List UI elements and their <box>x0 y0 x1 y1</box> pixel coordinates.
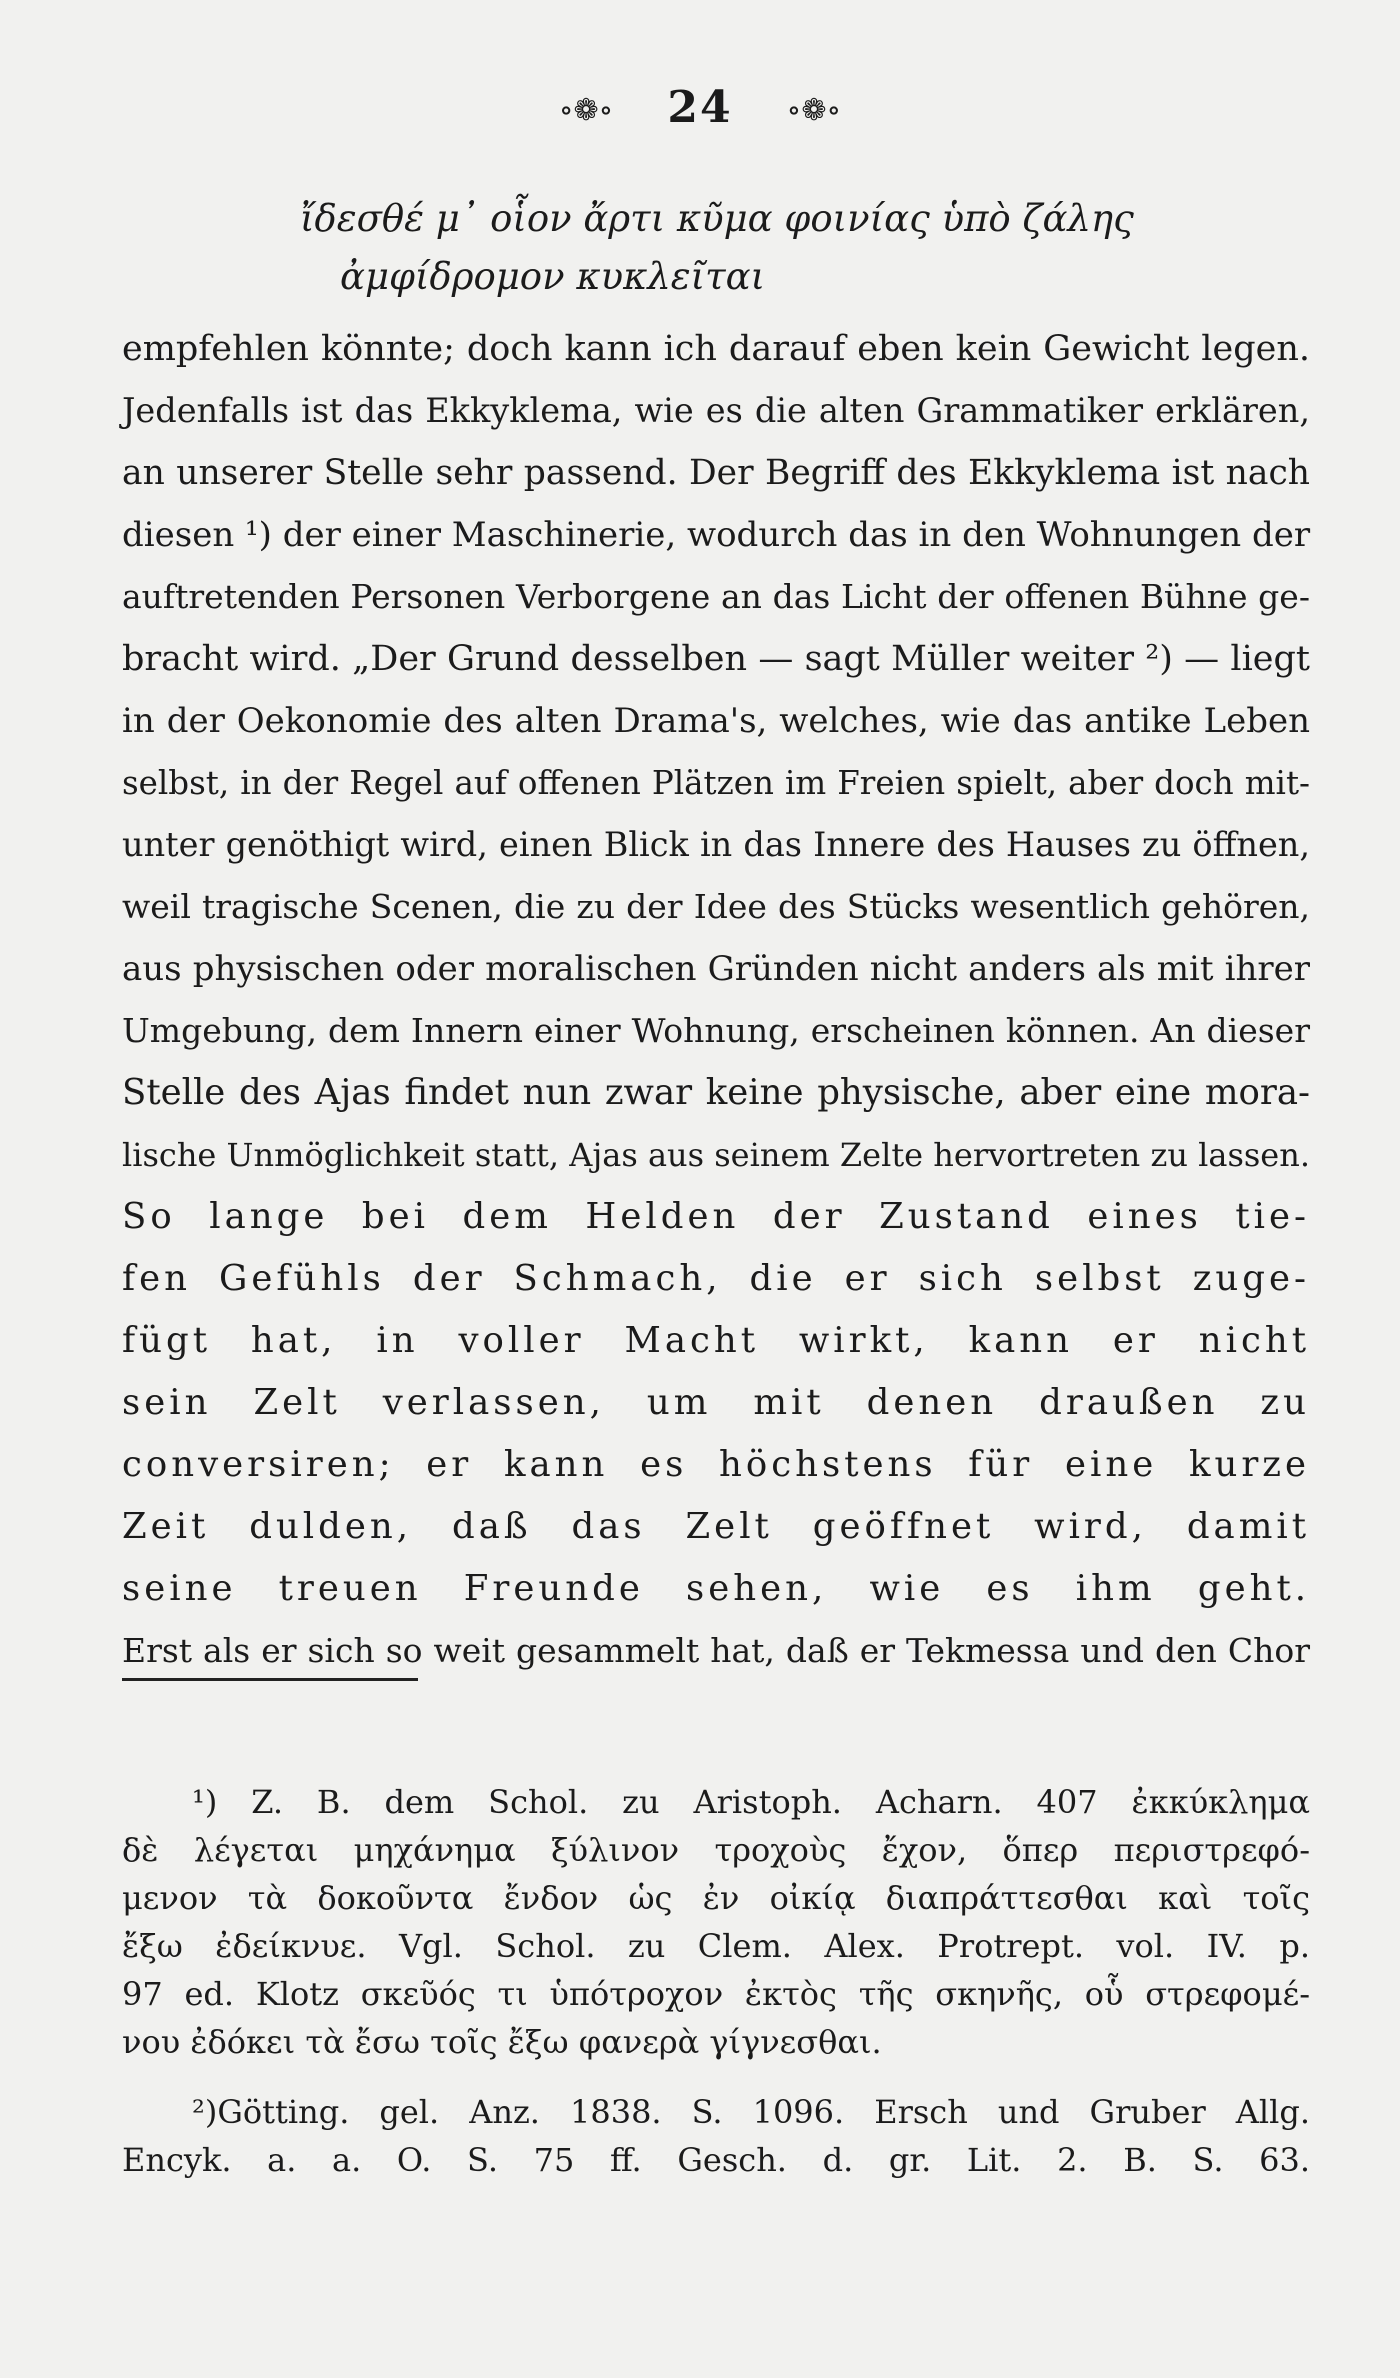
footnote-1 <box>122 1778 1310 2066</box>
text-line-spaced: fen Gefühls der Schmach, die er sich selbst zuge- <box>122 1258 1310 1299</box>
page-header <box>0 82 1400 133</box>
footnote-line: μενον τὰ δοκοῦντα ἔνδον ὡς ἐν οἰκίᾳ διαπράττεσθαι καὶ τοῖς <box>122 1879 1310 1917</box>
body-text <box>122 318 1310 1682</box>
footnote-line: Encyk. a. a. O. S. 75 ff. Gesch. d. gr. Lit. 2. B. S. 63. <box>122 2141 1310 2179</box>
text-line: bracht wird. „Der Grund desselben — sagt Müller weiter ²) — liegt <box>122 639 1310 679</box>
text-line-spaced: So lange bei dem Helden der Zustand eines tie- <box>122 1196 1310 1237</box>
quote-line: ἴδεσθέ μ᾽ οἷον ἄρτι κῦμα φοινίας ὑπὸ ζάλης <box>300 197 1134 240</box>
footnote-line: νου ἐδόκει τὰ ἔσω τοῖς ἔξω φανερὰ γίγνεσθαι. <box>122 2023 882 2061</box>
text-line: aus physischen oder moralischen Gründen nicht anders als mit ihrer <box>122 949 1310 989</box>
text-line-spaced: conversiren; er kann es höchstens für eine kurze <box>122 1444 1310 1485</box>
text-line: lische Unmöglichkeit statt, Ajas aus seinem Zelte hervortreten zu lassen. <box>122 1136 1310 1174</box>
text-line-spaced: sein Zelt verlassen, um mit denen draußen zu <box>122 1382 1310 1423</box>
footnote-line: δὲ λέγεται μηχάνημα ξύλινον τροχοὺς ἔχον, ὅπερ περιστρεφό- <box>122 1831 1310 1869</box>
footnote-line: ἔξω ἐδείκνυε. Vgl. Schol. zu Clem. Alex. Protrept. vol. IV. p. <box>122 1927 1310 1965</box>
text-line-spaced: fügt hat, in voller Macht wirkt, kann er nicht <box>122 1320 1310 1361</box>
text-line: Umgebung, dem Innern einer Wohnung, erscheinen können. An dieser <box>122 1011 1310 1050</box>
footnote-divider <box>122 1678 418 1681</box>
ornament-right-icon: ∘❁∘ <box>786 93 842 128</box>
text-line: Stelle des Ajas findet nun zwar keine physische, aber eine mora- <box>122 1072 1310 1113</box>
quote-line: ἀμφίδρομον κυκλεῖται <box>340 255 766 298</box>
footnote-line: 97 ed. Klotz σκεῦός τι ὑπότροχον ἐκτὸς τῆς σκηνῆς, οὗ στρεφομέ- <box>122 1975 1310 2013</box>
text-line: Erst als er sich so weit gesammelt hat, daß er Tekmessa und den Chor <box>122 1631 1310 1670</box>
text-line: unter genöthigt wird, einen Blick in das Innere des Hauses zu öffnen, <box>122 825 1310 864</box>
greek-quotation <box>300 190 1300 306</box>
footnote-2 <box>122 2088 1310 2184</box>
text-line: empfehlen könnte; doch kann ich darauf eben kein Gewicht legen. <box>122 329 1310 369</box>
text-line: in der Oekonomie des alten Drama's, welches, wie das antike Leben <box>122 701 1310 741</box>
text-line: diesen ¹) der einer Maschinerie, wodurch das in den Wohnungen der <box>122 515 1311 555</box>
text-line: an unserer Stelle sehr passend. Der Begriff des Ekkyklema ist nach <box>122 453 1310 493</box>
text-line: auftretenden Personen Verborgene an das Licht der offenen Bühne ge- <box>122 577 1310 616</box>
footnote-line: ¹) Z. B. dem Schol. zu Aristoph. Acharn. 407 ἐκκύκλημα <box>192 1783 1310 1821</box>
text-line: Jedenfalls ist das Ekkyklema, wie es die alten Grammatiker erklären, <box>122 391 1310 430</box>
text-line-spaced: seine treuen Freunde sehen, wie es ihm geht. <box>122 1568 1310 1609</box>
text-line: weil tragische Scenen, die zu der Idee des Stücks wesentlich gehören, <box>122 887 1310 926</box>
page-number: 24 <box>667 82 733 133</box>
text-line: selbst, in der Regel auf offenen Plätzen im Freien spielt, aber doch mit- <box>122 764 1310 802</box>
footnote-line: ²)Götting. gel. Anz. 1838. S. 1096. Ersch und Gruber Allg. <box>192 2093 1310 2131</box>
text-line-spaced: Zeit dulden, daß das Zelt geöffnet wird, damit <box>122 1506 1310 1547</box>
ornament-left-icon: ∘❁∘ <box>558 93 614 128</box>
